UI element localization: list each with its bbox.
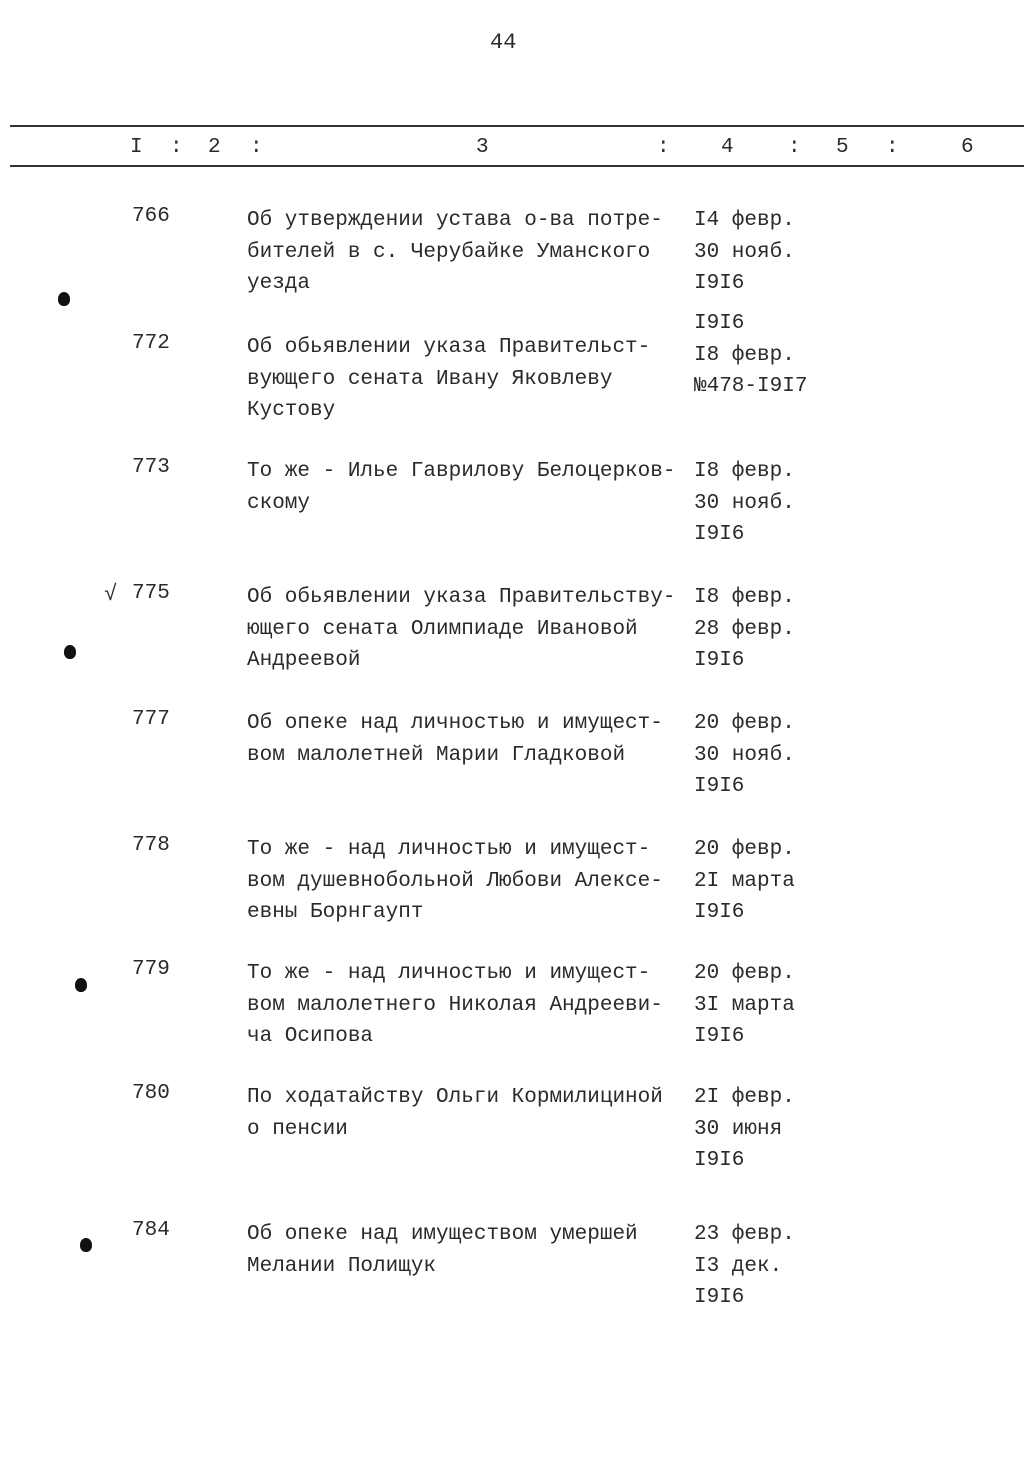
entry-dates	[694, 1219, 795, 1314]
date-line: I9I6	[694, 649, 745, 672]
entry-description	[247, 958, 663, 1053]
description-line: евны Борнгаупт	[247, 901, 424, 924]
column-header-4: 4	[721, 136, 734, 159]
entry-number: 775	[132, 582, 170, 605]
entry-dates	[694, 582, 795, 677]
description-line: Андреевой	[247, 649, 361, 672]
description-line: вом малолетней Марии Гладковой	[247, 743, 626, 767]
date-line: I9I6	[694, 1025, 745, 1048]
date-line: №478-I9I7	[694, 375, 808, 398]
description-line: Об обьявлении указа Правительству-	[247, 586, 676, 609]
entry-dates	[694, 834, 795, 929]
entry-dates	[694, 205, 795, 300]
date-line: 20 февр.	[694, 962, 795, 985]
entry-description	[247, 332, 650, 427]
date-line: 30 нояб.	[694, 743, 795, 767]
date-line: I8 февр.	[694, 343, 795, 367]
date-line: I3 дек.	[694, 1254, 783, 1278]
description-line: То же - над личностью и имущест-	[247, 838, 651, 861]
column-separator: :	[170, 136, 183, 159]
date-line: I9I6	[694, 1149, 745, 1172]
date-line: 30 нояб.	[694, 240, 795, 264]
description-line: вом душевнобольной Любови Алексе-	[247, 869, 663, 893]
punch-mark	[80, 1238, 92, 1252]
date-line: I9I6	[694, 523, 745, 546]
description-line: Об опеке над имуществом умершей	[247, 1223, 638, 1246]
date-line: I9I6	[694, 775, 745, 798]
date-line: I9I6	[694, 272, 745, 295]
description-line: То же - над личностью и имущест-	[247, 962, 651, 985]
entry-number: 766	[132, 205, 170, 228]
entry-number: 779	[132, 958, 170, 981]
punch-mark	[64, 645, 76, 659]
date-line: 3I марта	[694, 993, 795, 1017]
description-line: То же - Илье Гаврилову Белоцерков-	[247, 460, 676, 483]
description-line: Об утверждении устава о-ва потре-	[247, 209, 663, 232]
date-line: 30 июня	[694, 1117, 783, 1141]
entry-description	[247, 1219, 638, 1282]
column-header-6: 6	[961, 136, 974, 159]
entry-description	[247, 205, 663, 300]
description-line: Кустову	[247, 399, 336, 422]
punch-mark	[75, 978, 87, 992]
date-line: 20 февр.	[694, 712, 795, 735]
description-line: ющего сената Олимпиаде Ивановой	[247, 617, 638, 641]
column-header-3: 3	[476, 136, 489, 159]
date-line: 23 февр.	[694, 1223, 795, 1246]
description-line: Об опеке над личностью и имущест-	[247, 712, 663, 735]
date-line: 28 февр.	[694, 617, 795, 641]
date-line: I9I6	[694, 1286, 745, 1309]
column-header-5: 5	[836, 136, 849, 159]
entry-number: 784	[132, 1219, 170, 1242]
column-separator: :	[657, 136, 670, 159]
date-line: 2I февр.	[694, 1086, 795, 1109]
entry-description	[247, 834, 663, 929]
date-line: I8 февр.	[694, 586, 795, 609]
entry-number: 773	[132, 456, 170, 479]
entry-dates	[694, 308, 807, 403]
description-line: вом малолетнего Николая Андрееви-	[247, 993, 663, 1017]
entry-number: 778	[132, 834, 170, 857]
header-bottom-rule	[10, 165, 1024, 167]
page-number: 44	[490, 30, 517, 55]
entry-number: 772	[132, 332, 170, 355]
entry-description	[247, 708, 663, 771]
description-line: Мелании Полищук	[247, 1254, 437, 1278]
description-line: о пенсии	[247, 1117, 348, 1141]
entry-description	[247, 1082, 663, 1145]
date-line: I8 февр.	[694, 460, 795, 483]
entry-number: 780	[132, 1082, 170, 1105]
punch-mark	[58, 292, 70, 306]
date-line: 30 нояб.	[694, 491, 795, 515]
entry-dates	[694, 708, 795, 803]
entry-description	[247, 582, 675, 677]
date-line: I9I6	[694, 901, 745, 924]
description-line: ча Осипова	[247, 1025, 374, 1048]
description-line: уезда	[247, 272, 311, 295]
date-line: 2I марта	[694, 869, 795, 893]
description-line: По ходатайству Ольги Кормилициной	[247, 1086, 663, 1109]
entry-number: 777	[132, 708, 170, 731]
entry-description	[247, 456, 675, 519]
checkmark-icon: √	[104, 582, 118, 607]
column-header-2: 2	[208, 136, 221, 159]
entry-dates	[694, 958, 795, 1053]
date-line: I4 февр.	[694, 209, 795, 232]
column-separator: :	[886, 136, 899, 159]
entry-dates	[694, 1082, 795, 1177]
column-separator: :	[250, 136, 263, 159]
description-line: скому	[247, 491, 311, 515]
description-line: вующего сената Ивану Яковлеву	[247, 367, 613, 391]
description-line: бителей в с. Черубайке Уманского	[247, 240, 651, 264]
header-top-rule	[10, 125, 1024, 127]
date-line: I9I6	[694, 312, 745, 335]
description-line: Об обьявлении указа Правительст-	[247, 336, 651, 359]
column-separator: :	[788, 136, 801, 159]
date-line: 20 февр.	[694, 838, 795, 861]
column-header-1: I	[130, 136, 143, 159]
entry-dates	[694, 456, 795, 551]
